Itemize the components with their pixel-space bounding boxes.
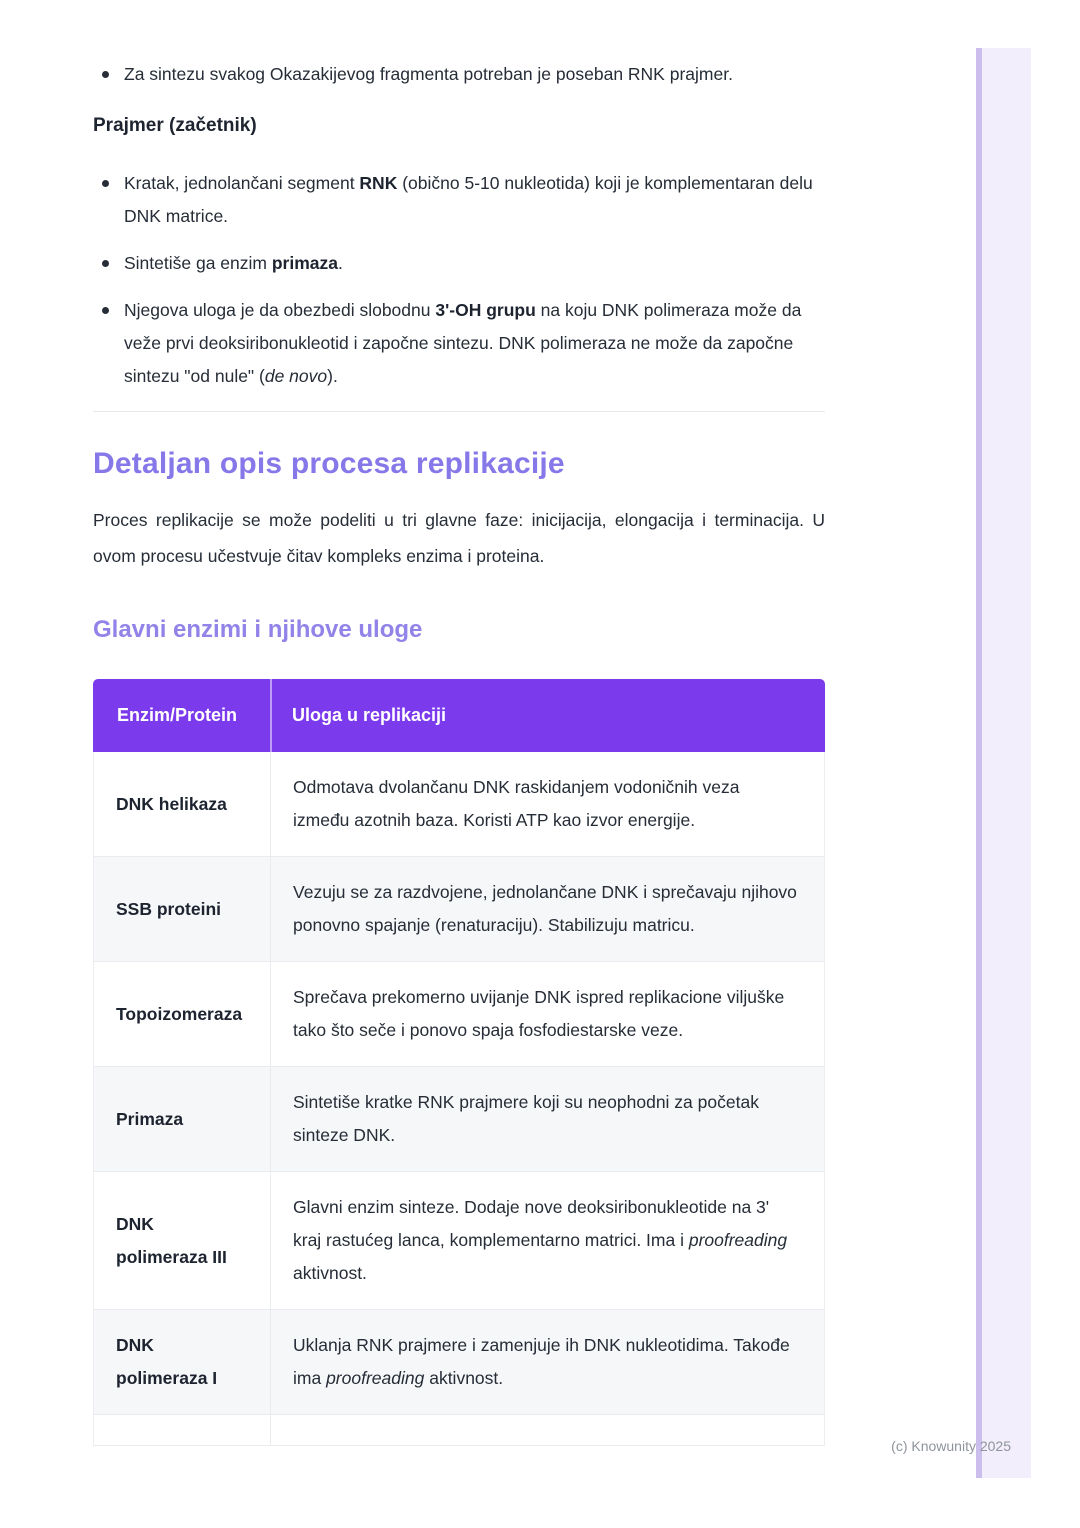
intro-bullet-list: [93, 58, 825, 91]
table-row: [93, 752, 825, 857]
list-item: Njegova uloga je da obezbedi slobodnu 3'-OH grupu na koju DNK polimeraza može da veže prvi deoksiribonukleotid i započne sintezu. DNK polimeraza ne može da započne sintezu "od nule" (de novo).: [93, 294, 825, 393]
enzyme-cell: DNK helikaza: [93, 752, 270, 857]
enzymes-table: [93, 679, 825, 1446]
enzyme-cell: SSB proteini: [93, 857, 270, 962]
copyright-text: (c) Knowunity 2025: [891, 1438, 1011, 1454]
enzyme-cell: Topoizomeraza: [93, 962, 270, 1067]
role-cell: Sprečava prekomerno uvijanje DNK ispred replikacione viljuške tako što seče i ponovo spaja fosfodiestarske veze.: [270, 962, 825, 1067]
table-header: [93, 679, 825, 752]
table-row-cutoff: [93, 1415, 825, 1446]
table-row: [93, 962, 825, 1067]
subsection-heading: Glavni enzimi i njihove uloge: [93, 616, 423, 643]
annotation-side-panel: [976, 48, 1031, 1478]
role-cell: Uklanja RNK prajmere i zamenjuje ih DNK nukleotidima. Takođe ima proofreading aktivnost.: [270, 1310, 825, 1415]
page-title: Detaljan opis procesa replikacije: [93, 447, 565, 480]
table-row: [93, 1067, 825, 1172]
column-header-role: Uloga u replikaciji: [270, 679, 825, 752]
enzyme-cell: DNK polimeraza III: [93, 1172, 270, 1310]
enzyme-cell: [93, 1415, 270, 1446]
document-content: [93, 0, 825, 1446]
column-header-enzyme: Enzim/Protein: [93, 679, 270, 752]
role-cell: Sintetiše kratke RNK prajmere koji su neophodni za početak sinteze DNK.: [270, 1067, 825, 1172]
table-row: [93, 1172, 825, 1310]
role-cell: Vezuju se za razdvojene, jednolančane DNK i sprečavaju njihovo ponovno spajanje (renaturaciju). Stabilizuju matricu.: [270, 857, 825, 962]
prajmer-bullet-list: [93, 167, 825, 393]
section-heading-prajmer: Prajmer (začetnik): [93, 115, 257, 136]
table-row: [93, 1310, 825, 1415]
role-cell: Glavni enzim sinteze. Dodaje nove deoksiribonukleotide na 3' kraj rastućeg lanca, komplementarno matrici. Ima i proofreading aktivnost.: [270, 1172, 825, 1310]
enzyme-cell: Primaza: [93, 1067, 270, 1172]
list-item: Kratak, jednolančani segment RNK (obično 5-10 nukleotida) koji je komplementaran delu DNK matrice.: [93, 167, 825, 233]
intro-paragraph: Proces replikacije se može podeliti u tri glavne faze: inicijacija, elongacija i terminacija. U ovom procesu učestvuje čitav kompleks enzima i proteina.: [93, 510, 825, 566]
section-divider: [93, 411, 825, 412]
table-row: [93, 857, 825, 962]
list-item: Za sintezu svakog Okazakijevog fragmenta potreban je poseban RNK prajmer.: [93, 58, 825, 91]
role-cell: [270, 1415, 825, 1446]
enzyme-cell: DNK polimeraza I: [93, 1310, 270, 1415]
role-cell: Odmotava dvolančanu DNK raskidanjem vodoničnih veza između azotnih baza. Koristi ATP kao izvor energije.: [270, 752, 825, 857]
list-item: Sintetiše ga enzim primaza.: [93, 247, 825, 280]
